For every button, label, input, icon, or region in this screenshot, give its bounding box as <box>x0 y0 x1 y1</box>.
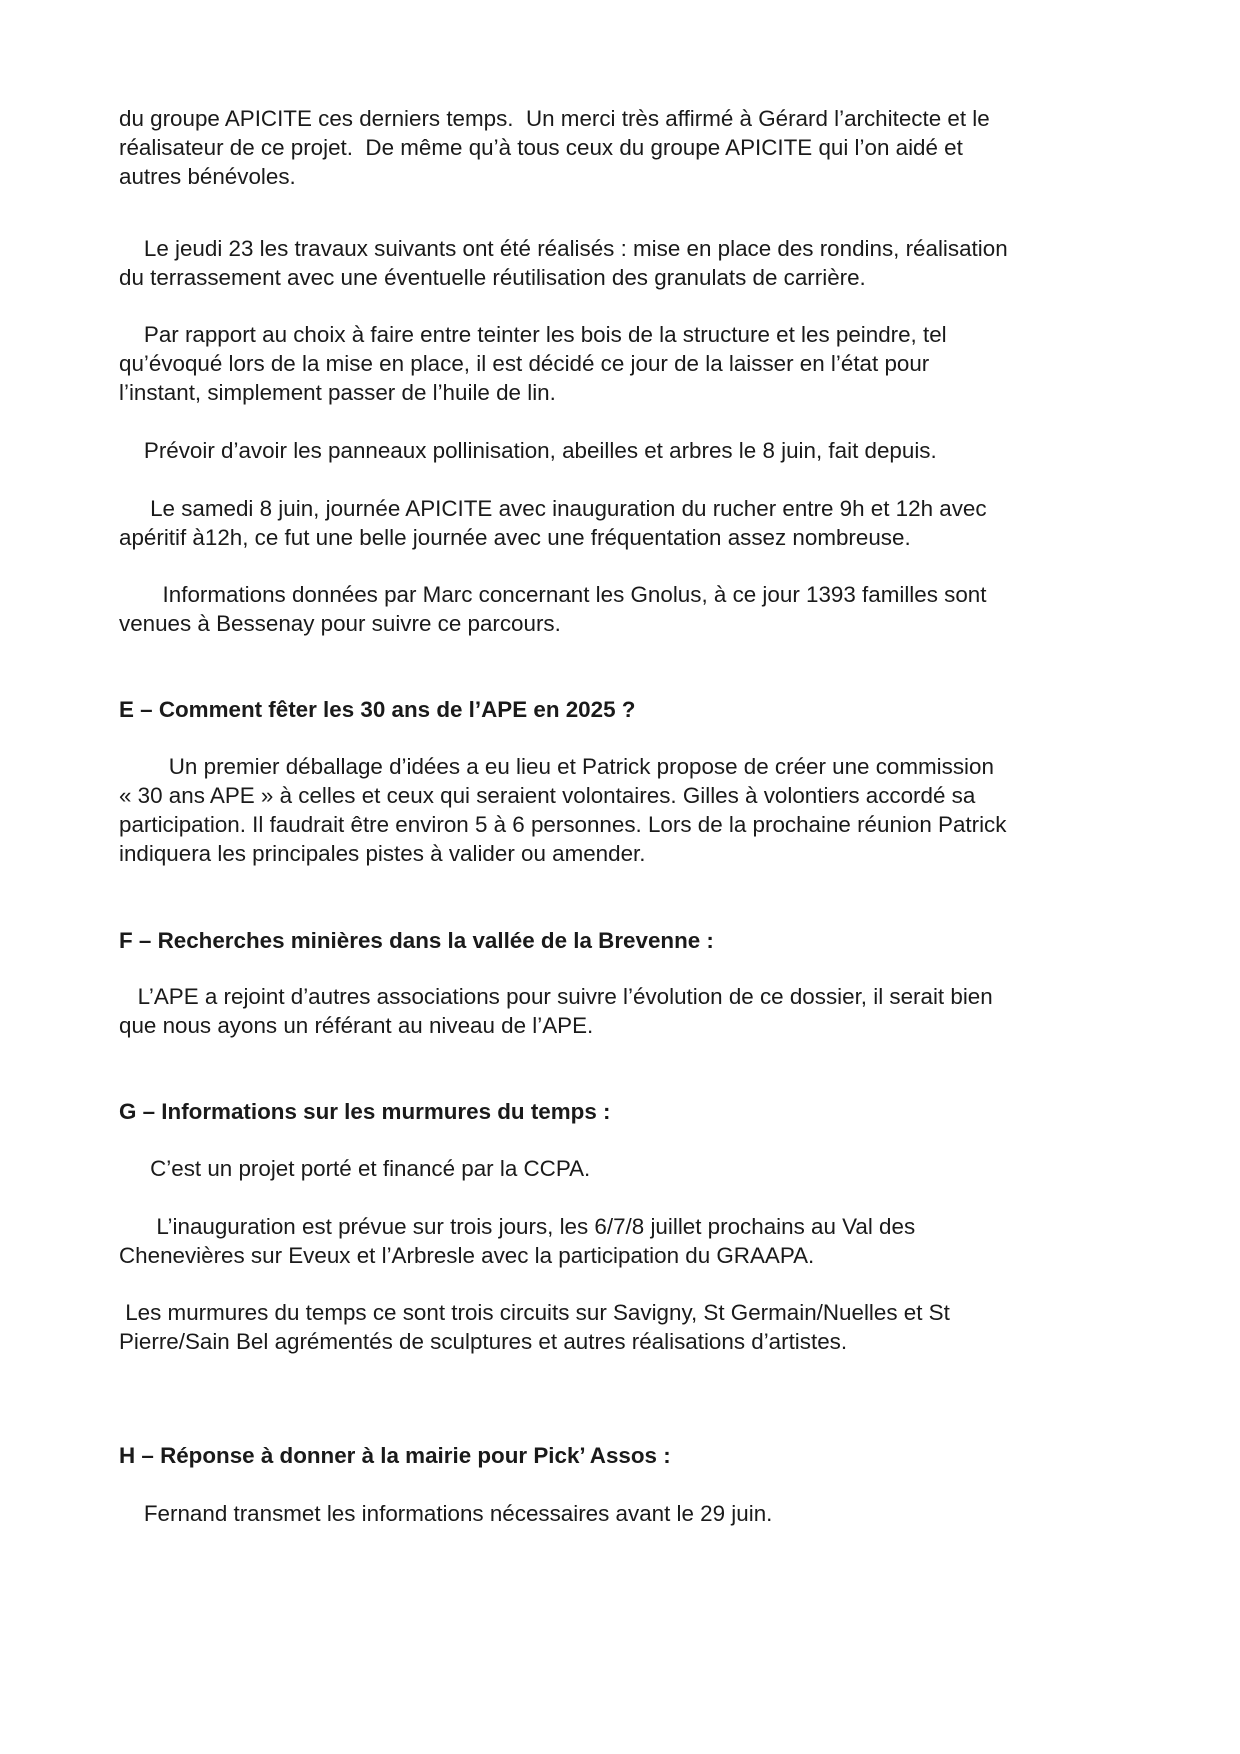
text-line: Chenevières sur Eveux et l’Arbresle avec la participation du GRAAPA. <box>119 1243 815 1268</box>
text-line: Prévoir d’avoir les panneaux pollinisation, abeilles et arbres le 8 juin, fait depuis. <box>119 438 937 463</box>
paragraph-30-ans <box>119 752 1129 868</box>
text-line: Les murmures du temps ce sont trois circuits sur Savigny, St Germain/Nuelles et St <box>119 1300 950 1325</box>
text-line: l’instant, simplement passer de l’huile de lin. <box>119 380 556 405</box>
text-line: autres bénévoles. <box>119 164 296 189</box>
paragraph-fernand <box>119 1499 1129 1528</box>
text-line: L’inauguration est prévue sur trois jours, les 6/7/8 juillet prochains au Val des <box>119 1214 916 1239</box>
paragraph-ccpa <box>119 1154 1129 1183</box>
paragraph-recherches-minieres <box>119 982 1129 1040</box>
text-line: du groupe APICITE ces derniers temps. Un merci très affirmé à Gérard l’architecte et le <box>119 106 990 131</box>
paragraph-inauguration <box>119 1212 1129 1270</box>
text-line: « 30 ans APE » à celles et ceux qui seraient volontaires. Gilles à volontiers accordé sa <box>119 783 976 808</box>
text-line: réalisateur de ce projet. De même qu’à tous ceux du groupe APICITE qui l’on aidé et <box>119 135 963 160</box>
text-line: Le samedi 8 juin, journée APICITE avec inauguration du rucher entre 9h et 12h avec <box>119 496 987 521</box>
text-line: indiquera les principales pistes à valider ou amender. <box>119 841 646 866</box>
paragraph-circuits <box>119 1298 1129 1356</box>
paragraph-gnolus <box>119 580 1129 638</box>
text-line: Informations données par Marc concernant les Gnolus, à ce jour 1393 familles sont <box>119 582 987 607</box>
section-heading-e: E – Comment fêter les 30 ans de l’APE en 2025 ? <box>119 697 636 722</box>
text-line: venues à Bessenay pour suivre ce parcours. <box>119 611 561 636</box>
paragraph-jeudi-travaux <box>119 234 1129 292</box>
paragraph-panneaux <box>119 436 1129 465</box>
text-line: Un premier déballage d’idées a eu lieu et Patrick propose de créer une commission <box>119 754 994 779</box>
text-line: qu’évoqué lors de la mise en place, il est décidé ce jour de la laisser en l’état pour <box>119 351 930 376</box>
text-line: C’est un projet porté et financé par la CCPA. <box>119 1156 591 1181</box>
paragraph-bois-structure <box>119 320 1129 407</box>
paragraph-samedi-8-juin <box>119 494 1129 552</box>
text-line: L’APE a rejoint d’autres associations pour suivre l’évolution de ce dossier, il serait bien <box>119 984 993 1009</box>
text-line: Par rapport au choix à faire entre teinter les bois de la structure et les peindre, tel <box>119 322 947 347</box>
section-heading-g: G – Informations sur les murmures du temps : <box>119 1099 611 1124</box>
text-line: participation. Il faudrait être environ 5 à 6 personnes. Lors de la prochaine réunion Patrick <box>119 812 1007 837</box>
text-line: Pierre/Sain Bel agrémentés de sculptures et autres réalisations d’artistes. <box>119 1329 848 1354</box>
text-line: apéritif à12h, ce fut une belle journée avec une fréquentation assez nombreuse. <box>119 525 911 550</box>
text-line: Le jeudi 23 les travaux suivants ont été réalisés : mise en place des rondins, réalisation <box>119 236 1008 261</box>
text-line: que nous ayons un référant au niveau de l’APE. <box>119 1013 594 1038</box>
text-line: Fernand transmet les informations nécessaires avant le 29 juin. <box>119 1501 773 1526</box>
section-heading-h: H – Réponse à donner à la mairie pour Pick’ Assos : <box>119 1443 671 1468</box>
section-heading-f: F – Recherches minières dans la vallée de la Brevenne : <box>119 928 714 953</box>
paragraph-apicite-thanks <box>119 104 1129 191</box>
text-line: du terrassement avec une éventuelle réutilisation des granulats de carrière. <box>119 265 866 290</box>
